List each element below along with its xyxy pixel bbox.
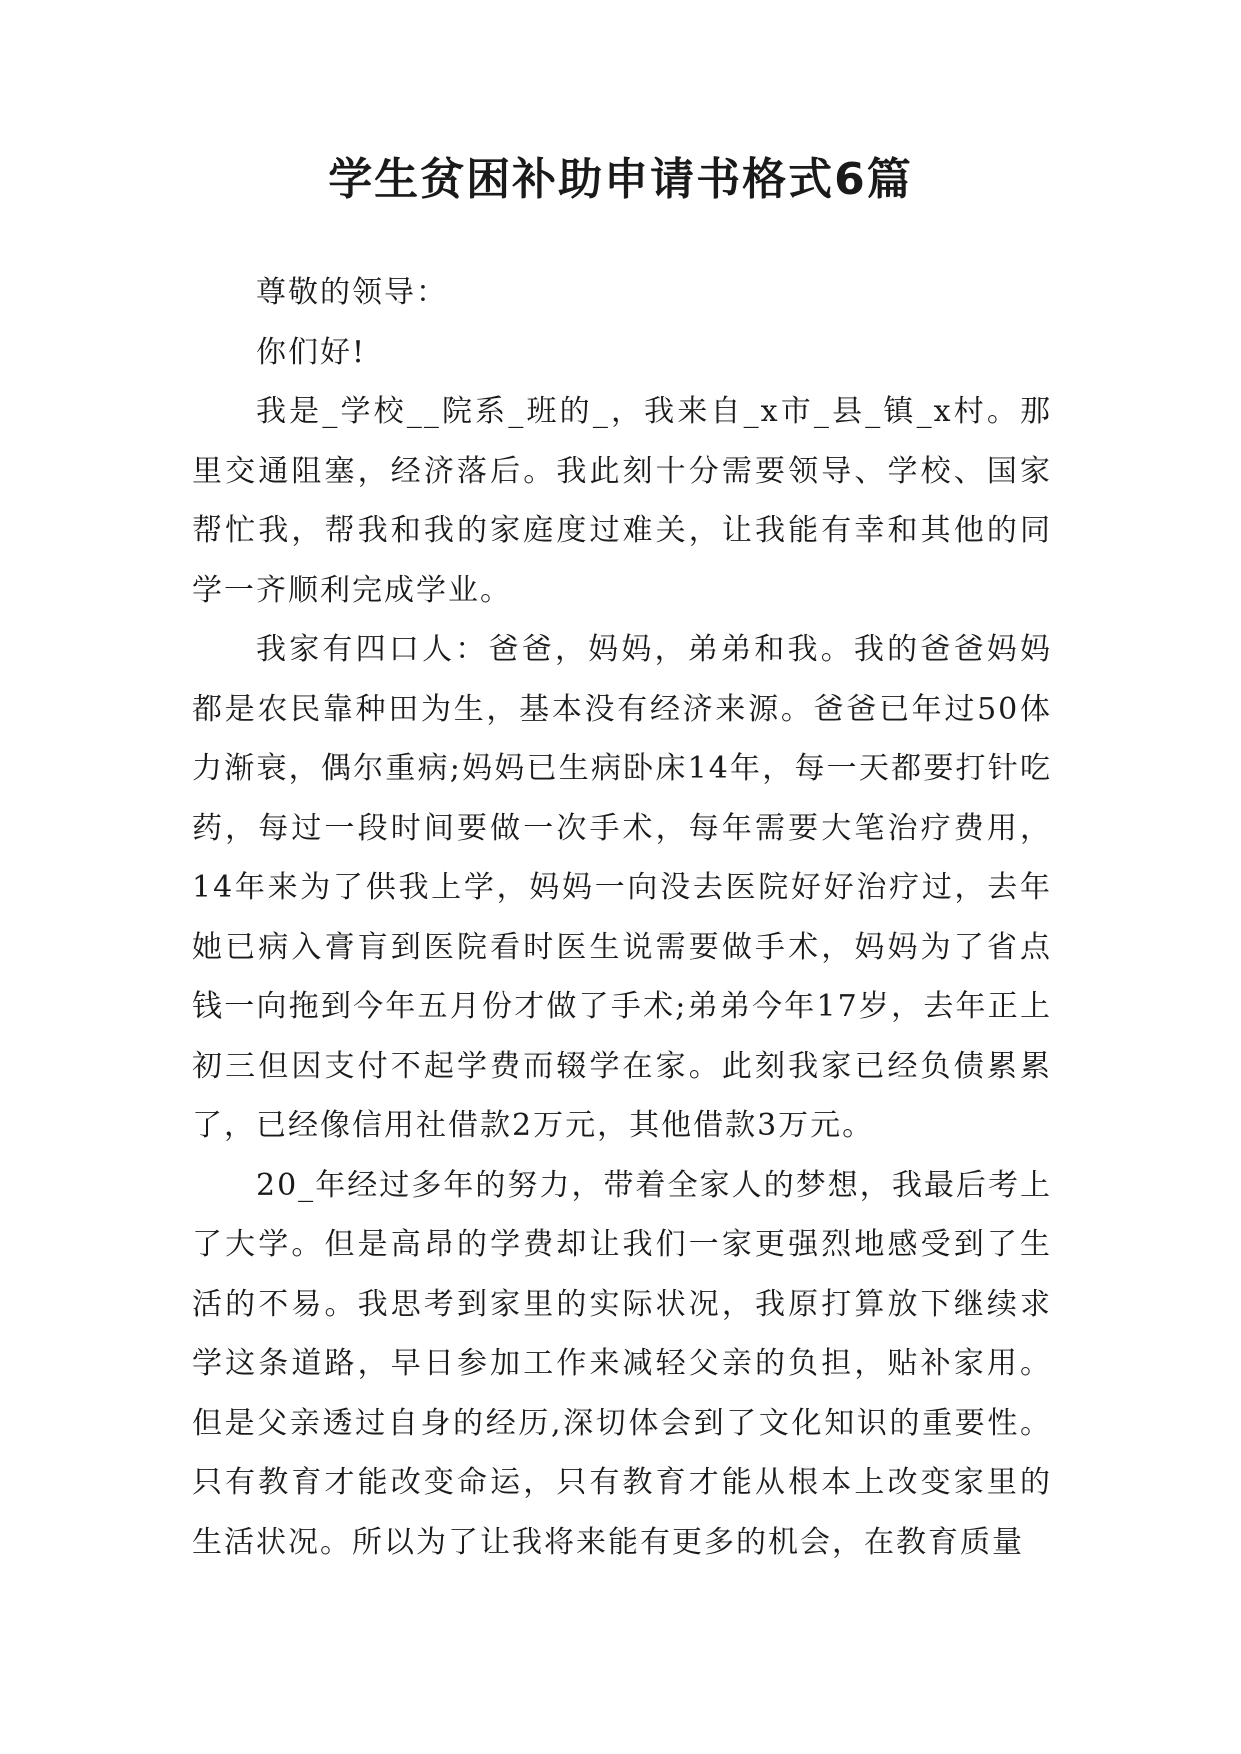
document-body [192, 263, 1052, 1572]
greeting: 你们好! [256, 334, 367, 370]
salutation: 尊敬的领导： [256, 275, 448, 310]
body-paragraph: 20_年经过多年的努力，带着全家人的梦想，我最后考上了大学。但是高昂的学费却让我们一家更强烈地感受到了生活的不易。我思考到家里的实际状况，我原打算放下继续求学这条道路，早日参加工作来减轻父亲的负担，贴补家用。但是父亲透过自身的经历,深切体会到了文化知识的重要性。只有教育才能改变命运，只有教育才能从根本上改变家里的生活状况。所以为了让我将来能有更多的机会，在教育质量 [192, 1167, 1052, 1560]
document-title: 学生贫困补助申请书格式6篇 [328, 154, 913, 205]
body-paragraph: 我是_学校__院系_班的_，我来自_x市_县_镇_x村。那里交通阻塞，经济落后。我此刻十分需要领导、学校、国家帮忙我，帮我和我的家庭度过难关，让我能有幸和其他的同学一齐顺利完成学业。 [192, 394, 1052, 608]
body-paragraph: 我家有四口人：爸爸，妈妈，弟弟和我。我的爸爸妈妈都是农民靠种田为生，基本没有经济来源。爸爸已年过50体力渐衰，偶尔重病;妈妈已生病卧床14年，每一天都要打针吃药，每过一段时间要做一次手术，每年需要大笔治疗费用，14年来为了供我上学，妈妈一向没去医院好好治疗过，去年她已病入膏肓到医院看时医生说需要做手术，妈妈为了省点钱一向拖到今年五月份才做了手术;弟弟今年17岁，去年正上初三但因支付不起学费而辍学在家。此刻我家已经负债累累了，已经像信用社借款2万元，其他借款3万元。 [192, 632, 1052, 1143]
